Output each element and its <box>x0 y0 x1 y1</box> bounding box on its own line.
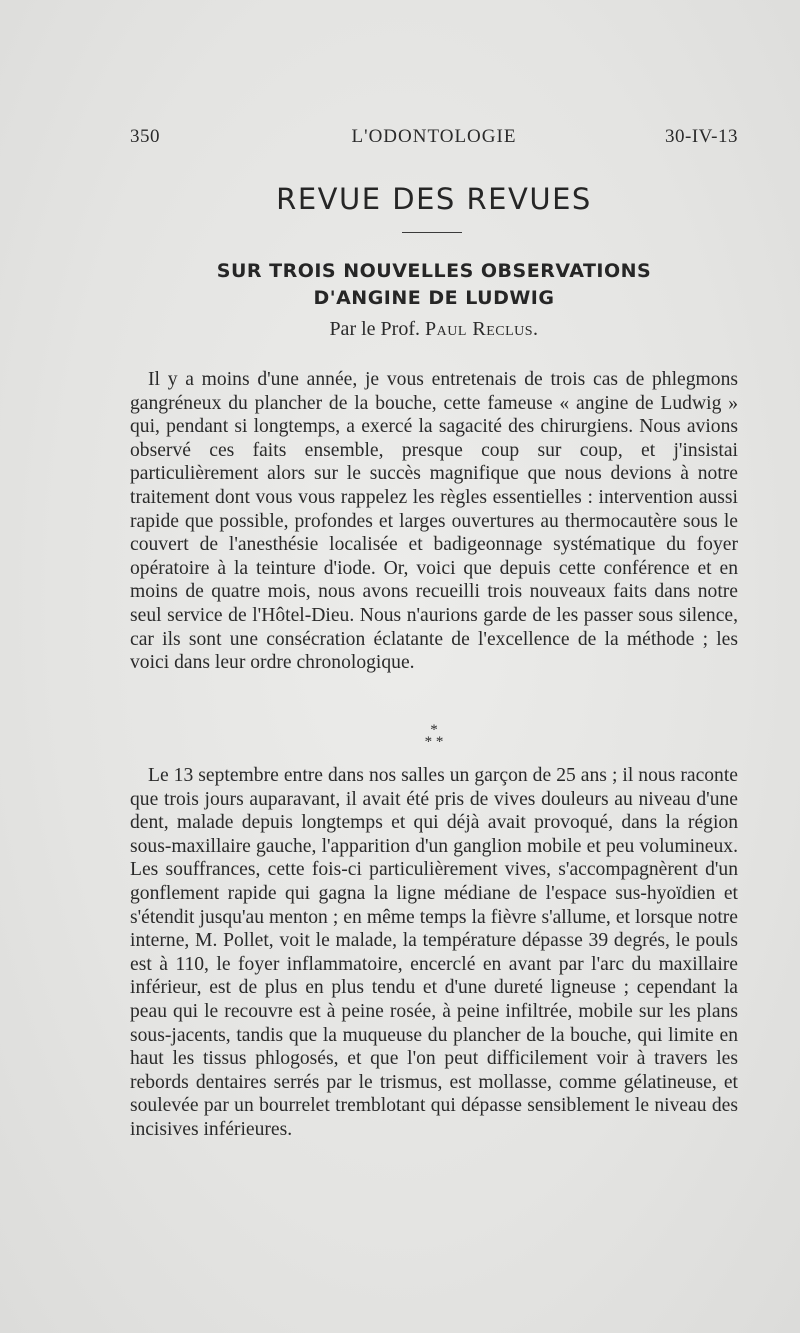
running-head <box>130 126 738 150</box>
section-title: REVUE DES REVUES <box>276 182 592 216</box>
issue-date: 30-IV-13 <box>665 126 738 147</box>
asterism-bottom: * * <box>424 734 444 750</box>
author-name: Paul Reclus. <box>424 318 539 340</box>
asterism-divider <box>130 724 738 756</box>
body-paragraph-1: Il y a moins d'une année, je vous entretenais de trois cas de phlegmons gangréneux du plancher de la bouche, cette fameuse « angine de Ludwig » qui, pendant si longtemps, a exercé la sagacité des chirurgiens. Nous avions observé ces faits ensemble, presque coup sur coup, et j'insistai particulièrement alors sur le succès magnifique que nous devions à notre traitement dont vous vous rappelez les règles essentielles : intervention aussi rapide que possible, profondes et larges ouvertures au thermocautère sous le couvert de l'anesthésie localisée et badigeonnage systématique du foyer opératoire à la teinture d'iode. Or, voici que depuis cette conférence et en moins de quatre mois, nous avons recueilli trois nouveaux faits dans notre seul service de l'Hôtel-Dieu. Nous n'aurions garde de les passer sous silence, car ils sont une consécration éclatante de l'excellence de la méthode ; les voici dans leur ordre chronologique. <box>130 369 738 674</box>
title-divider <box>402 232 462 233</box>
byline <box>130 318 738 341</box>
byline-prefix: Par le Prof. <box>329 318 420 340</box>
article-title-line-1: SUR TROIS NOUVELLES OBSERVATIONS <box>216 260 652 282</box>
article-title-line-2: D'ANGINE DE LUDWIG <box>313 287 555 309</box>
article-title <box>130 258 738 312</box>
asterism-top: * <box>430 722 438 738</box>
page-number: 350 <box>130 126 160 147</box>
journal-title: L'ODONTOLOGIE <box>351 126 517 147</box>
body-paragraph-2: Le 13 septembre entre dans nos salles un garçon de 25 ans ; il nous raconte que trois jours auparavant, il avait été pris de vives douleurs au niveau d'une dent, malade depuis longtemps et qui déjà avait provoqué, dans la région sous-maxillaire gauche, l'apparition d'un ganglion mobile et peu volumineux. Les souffrances, cette fois-ci particulièrement vives, s'accompagnèrent d'un gonflement rapide qui gagna la ligne médiane de l'espace sus-hyoïdien et s'étendit jusqu'au menton ; en même temps la fièvre s'allume, et lorsque notre interne, M. Pollet, voit le malade, la température dépasse 39 degrés, le pouls est à 110, le foyer inflammatoire, encerclé en avant par l'arc du maxillaire inférieur, est de plus en plus tendu et d'une dureté ligneuse ; cependant la peau qui le recouvre est à peine rosée, à peine infiltrée, mobile sur les plans sous-jacents, tandis que la muqueuse du plancher de la bouche, qui limite en haut les tissus phlogosés, et que l'on peut difficilement voir à travers les rebords dentaires serrés par le trismus, est mollasse, comme gélatineuse, et soulevée par un bourrelet tremblotant qui dépasse sensiblement le niveau des incisives inférieures. <box>130 765 738 1140</box>
